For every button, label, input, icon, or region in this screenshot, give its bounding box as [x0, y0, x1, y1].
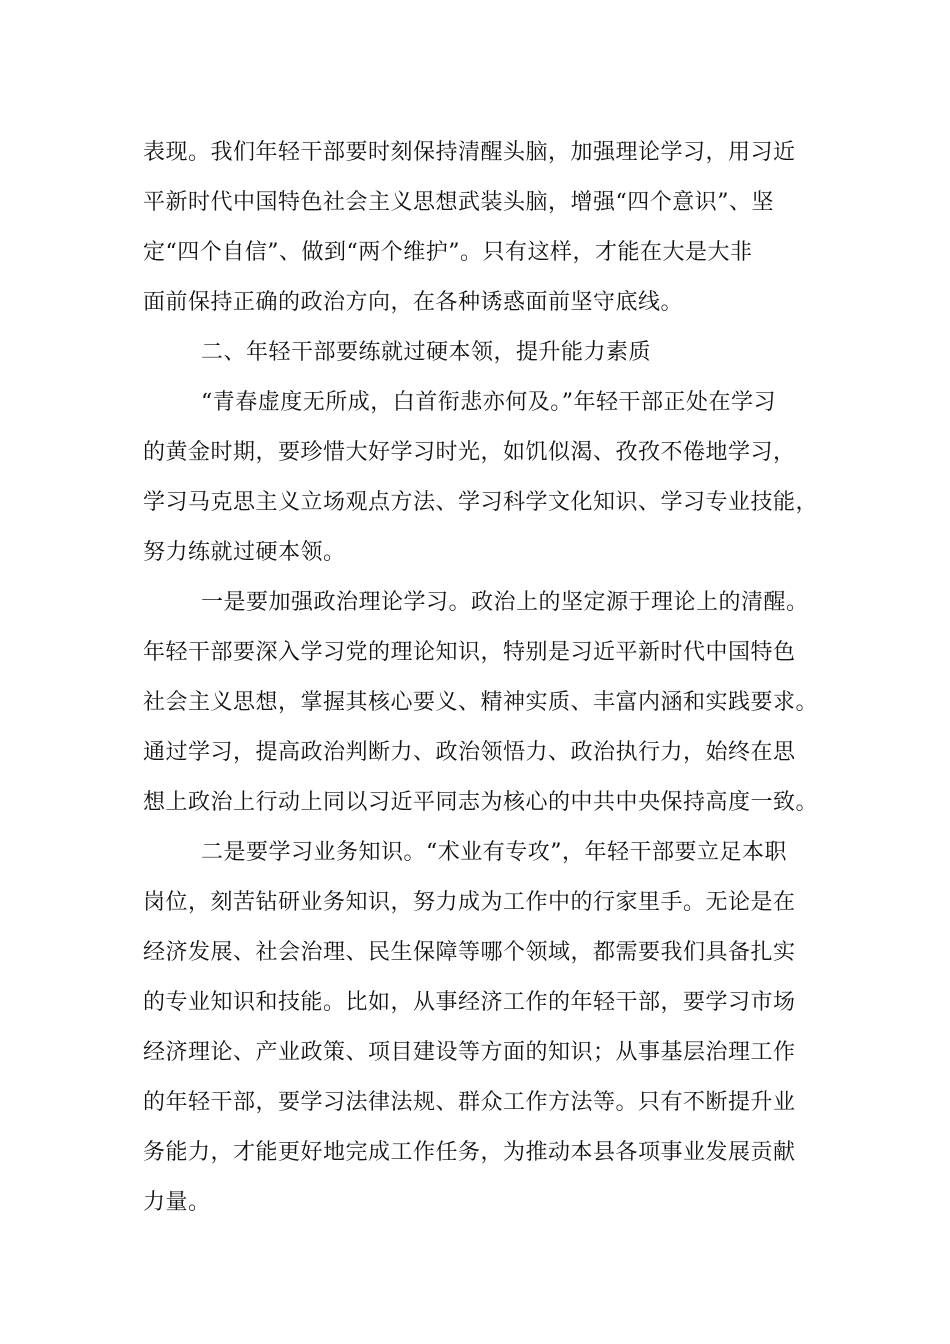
text-line: 努力练就过硬本领。 — [143, 540, 346, 565]
text-line: 力量。 — [143, 1190, 211, 1215]
text-line: 面前保持正确的政治方向，在各种诱惑面前坚守底线。 — [143, 290, 684, 315]
text-line: 平新时代中国特色社会主义思想武装头脑，增强“四个意识”、坚 — [143, 190, 774, 215]
text-line: 年轻干部要深入学习党的理论知识，特别是习近平新时代中国特色 — [143, 640, 796, 665]
text-line: 表现。我们年轻干部要时刻保持清醒头脑，加强理论学习，用习近 — [143, 140, 796, 165]
text-line: 的专业知识和技能。比如，从事经济工作的年轻干部，要学习市场 — [143, 990, 796, 1015]
text-line: 社会主义思想，掌握其核心要义、精神实质、丰富内涵和实践要求。 — [143, 690, 819, 715]
text-line: 务能力，才能更好地完成工作任务，为推动本县各项事业发展贡献 — [143, 1140, 796, 1165]
text-line: 的年轻干部，要学习法律法规、群众工作方法等。只有不断提升业 — [143, 1090, 796, 1115]
section-heading: 二、年轻干部要练就过硬本领，提升能力素质 — [201, 340, 652, 365]
text-line: 二是要学习业务知识。“术业有专攻”，年轻干部要立足本职 — [201, 840, 787, 865]
text-line: 经济理论、产业政策、项目建设等方面的知识；从事基层治理工作 — [143, 1040, 796, 1065]
text-line: 学习马克思主义立场观点方法、学习科学文化知识、学习专业技能， — [143, 490, 819, 515]
document-body — [143, 128, 823, 1228]
text-line: 一是要加强政治理论学习。政治上的坚定源于理论上的清醒。 — [201, 590, 809, 615]
text-line: 经济发展、社会治理、民生保障等哪个领域，都需要我们具备扎实 — [143, 940, 796, 965]
text-line: 的黄金时期，要珍惜大好学习时光，如饥似渴、孜孜不倦地学习， — [143, 440, 796, 465]
text-line: 定“四个自信”、做到“两个维护”。只有这样，才能在大是大非 — [143, 240, 753, 265]
text-line: 想上政治上行动上同以习近平同志为核心的中共中央保持高度一致。 — [143, 790, 819, 815]
text-line: 通过学习，提高政治判断力、政治领悟力、政治执行力，始终在思 — [143, 740, 796, 765]
text-line: “青春虚度无所成，白首衔悲亦何及。”年轻干部正处在学习 — [201, 390, 776, 415]
text-line: 岗位，刻苦钻研业务知识，努力成为工作中的行家里手。无论是在 — [143, 890, 796, 915]
